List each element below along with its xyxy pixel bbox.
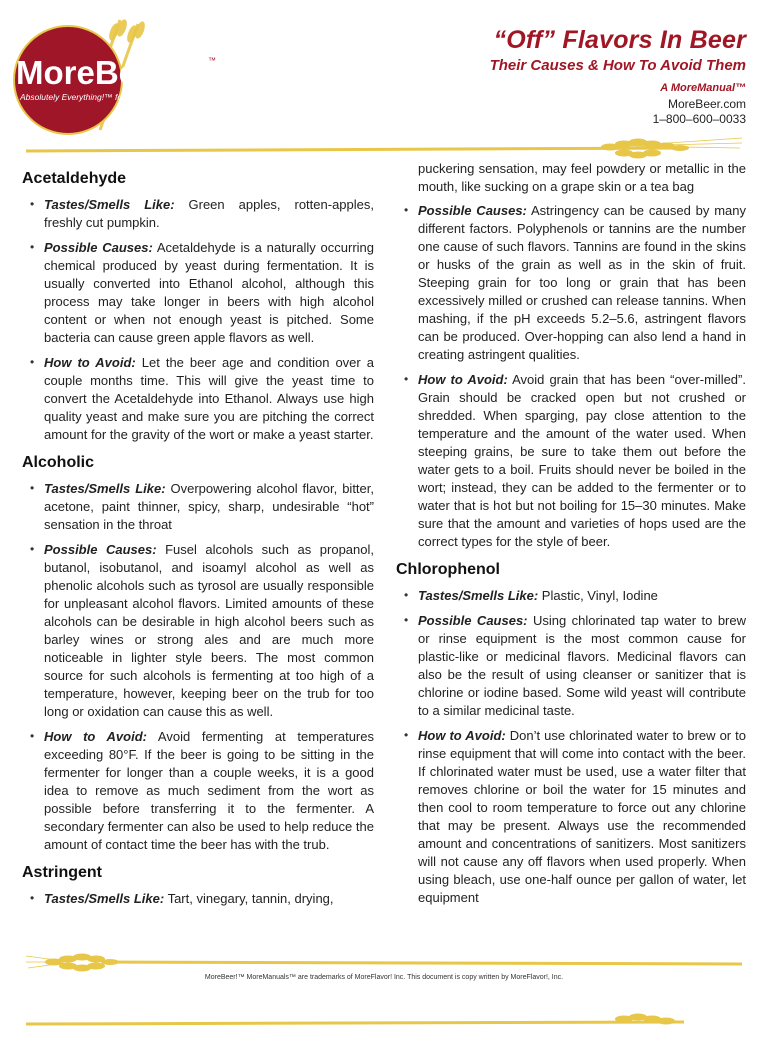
item-label: Possible Causes: xyxy=(44,240,153,255)
item-text: Astringency can be caused by many different factors. Polyphenols or tannins are the number one cause of such flavors. Tannins are found in the skins or husks of the grain as well as in the skin of fruit. Steeping grain for too long or grain that has been excessively milled or crushed can release tannins. When mashing, if the pH exceeds 5.2–5.6, astringent flavors can be produced. Over-hopping can also lend a hand in creating astringent qualities. xyxy=(418,203,747,362)
page-subtitle: Their Causes & How To Avoid Them xyxy=(489,57,746,74)
item-text: Let the beer age and condition over a couple months time. This will give the yeast time to convert the Acetaldehyde into Ethanol. Always use high quality yeast and make sure you are pitching the correct amount for the gravity of the wort or make a yeast starter. xyxy=(44,355,374,442)
list-item xyxy=(44,890,374,908)
list-item xyxy=(44,480,374,534)
list-item xyxy=(44,239,374,347)
item-label: How to Avoid: xyxy=(418,728,506,743)
site-link[interactable]: MoreBeer.com xyxy=(667,97,746,111)
heading-chlorophenol: Chlorophenol xyxy=(396,561,500,578)
acetaldehyde-list xyxy=(22,196,374,444)
item-text: Don’t use chlorinated water to brew or to rinse equipment that will come into contact with the beer. If chlorinated water must be used, use a water filter that removes chlorine or boil the water for 15 minutes and then cool to room temperature to force out any chlorine that may be present. Always use the recommended amount and concentrations of sanitizers. Most sanitizers will not cause any off flavors when used properly. When using bleach, use one-half ounce per gallon of water, let equipment xyxy=(418,728,746,905)
manual-label: A MoreManual™ xyxy=(660,82,746,94)
list-item xyxy=(44,354,374,444)
list-item xyxy=(418,202,746,364)
heading-alcoholic: Alcoholic xyxy=(22,454,95,471)
item-text: Green apples, rotten-apples, freshly cut pumpkin. xyxy=(44,197,374,230)
item-text: Using chlorinated tap water to brew or rinse equipment is the most common cause for plastic-like or medicinal flavors. Medicinal flavors can also be the result of using cleanser or sanitizer that is chlorine or iodine based. Some wild yeast will contribute to a similar medicinal taste. xyxy=(418,613,747,718)
wheat-divider-page-icon xyxy=(24,1010,744,1040)
item-label: Possible Causes: xyxy=(44,542,157,557)
item-label: Tastes/Smells Like: xyxy=(44,891,165,906)
footer-note: MoreBeer!™ MoreManuals™ are trademarks of MoreFlavor! Inc. This document is copy written by MoreFlavor!, Inc. xyxy=(204,974,564,981)
item-text: Acetaldehyde is a naturally occurring chemical produced by yeast during fermentation. It is usually converted into Ethanol alcohol, although this process may take longer in beers with high alcohol content or when not enough yeast is pitched. Some bacteria can cause green apple flavors as well. xyxy=(44,240,374,345)
list-item xyxy=(418,587,746,605)
list-item xyxy=(44,196,374,232)
title-block xyxy=(490,26,746,126)
phone-number: 1–800–600–0033 xyxy=(652,112,746,126)
morebeer-logo xyxy=(10,18,230,138)
item-label: Tastes/Smells Like: xyxy=(44,197,175,212)
list-item xyxy=(44,728,374,854)
item-label: Tastes/Smells Like: xyxy=(44,481,166,496)
item-text: Avoid grain that has been “over-milled”. Grain should be cracked open but not crushed or shredded. When sparging, pay close attention to the temperature and the amount of the water used. When steeping grains, be sure to take them out before the water gets to a boil. Fruits should never be boiled in the wort; instead, they can be added to the fermenter or to water that is hot but not boiling for 15–30 minutes. Make sure that the amount and varieties of hops used are the correct types for the style of beer. xyxy=(418,372,746,549)
item-text: Fusel alcohols such as propanol, butanol, isobutanol, and isoamyl alcohol as well as phenolic alcohols such as tyrosol are usually responsible for unpleasant alcohol flavors. Limited amounts of these alcohols can be desirable in high alcohol beers such as barley wines or strong ales and are much more noticeable in lighter style beers. The most common source for such alcohols is fermenting at too high of a temperature, however, keeping beer on the trub for too long or oxidation can cause this as well. xyxy=(44,542,374,719)
logo-tagline: Absolutely Everything!™ for Beer-Making xyxy=(20,92,176,102)
heading-acetaldehyde: Acetaldehyde xyxy=(22,170,127,187)
list-item xyxy=(418,727,746,907)
item-label: Possible Causes: xyxy=(418,203,527,218)
item-text: Overpowering alcohol flavor, bitter, acetone, paint thinner, spicy, sharp, undesirable “hot” sensation in the throat xyxy=(44,481,374,532)
item-label: How to Avoid: xyxy=(44,729,147,744)
item-text: Avoid fermenting at temperatures exceeding 80°F. If the beer is going to be sitting in the fermenter for longer than a couple weeks, it is a good idea to remove as much sediment from the wort as possible before transferring it to the fermenter. A secondary fermenter can also be used to help reduce the amount of contact time the beer has with the trub. xyxy=(44,729,374,852)
logo-wordmark: MoreBeer! xyxy=(16,54,180,91)
chlorophenol-list xyxy=(396,587,746,907)
logo-tm: ™ xyxy=(208,56,216,65)
list-item xyxy=(418,612,746,720)
page-title: “Off” Flavors In Beer xyxy=(493,26,746,54)
right-column xyxy=(396,160,746,914)
item-label: Possible Causes: xyxy=(418,613,528,628)
list-item xyxy=(418,371,746,551)
astringent-list xyxy=(22,890,374,908)
item-label: How to Avoid: xyxy=(418,372,508,387)
list-item xyxy=(44,541,374,721)
heading-astringent: Astringent xyxy=(22,864,102,881)
astringent-continuation: puckering sensation, may feel powdery or metallic in the mouth, like sucking on a grape skin or a tea bag xyxy=(418,161,746,194)
alcoholic-list xyxy=(22,480,374,854)
item-text: Tart, vinegary, tannin, drying, xyxy=(164,891,334,906)
item-label: How to Avoid: xyxy=(44,355,136,370)
item-label: Tastes/Smells Like: xyxy=(418,588,539,603)
left-column xyxy=(22,160,374,915)
astringent-list-cont xyxy=(396,202,746,551)
item-text: Plastic, Vinyl, Iodine xyxy=(538,588,658,603)
